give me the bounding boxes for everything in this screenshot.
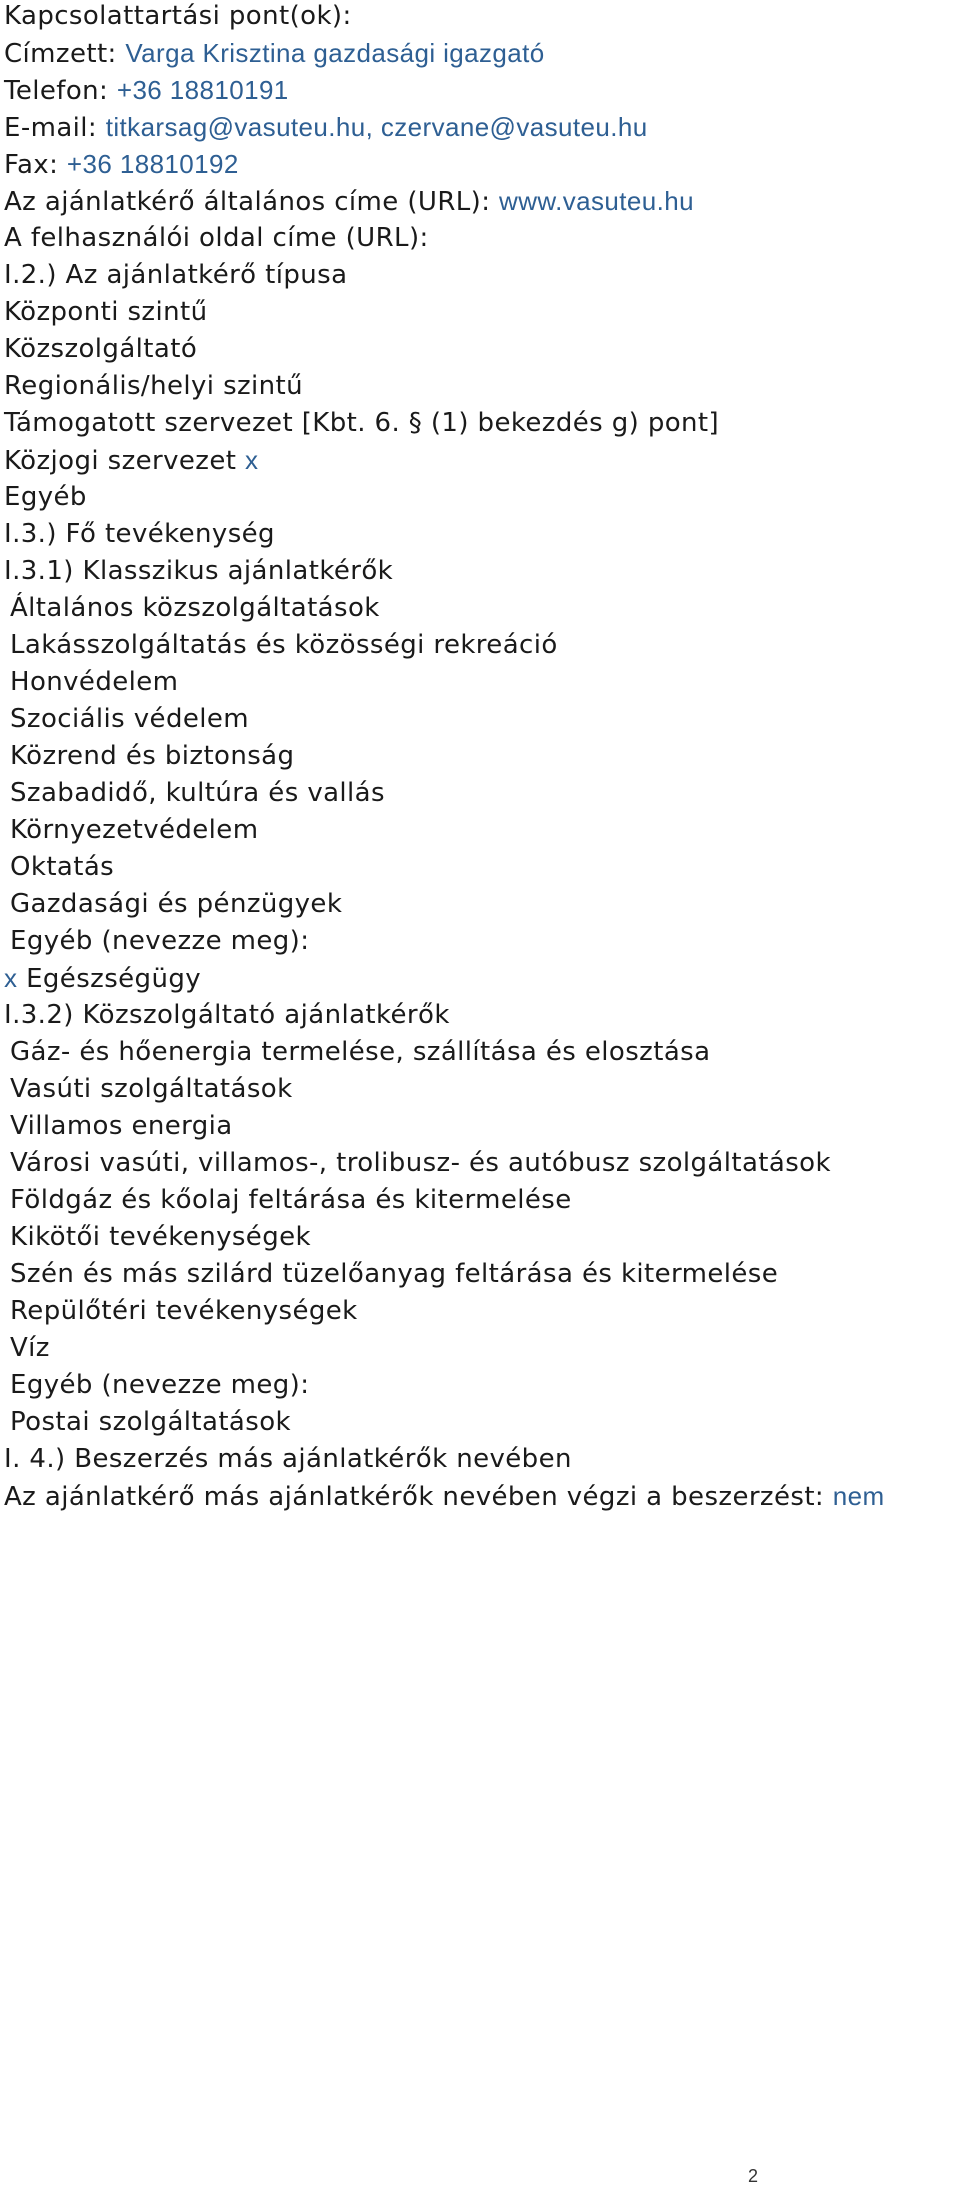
health-label: Egészségügy bbox=[26, 964, 202, 994]
classic-item: Szabadidő, kultúra és vallás bbox=[10, 778, 385, 808]
joint-procurement-line bbox=[4, 1480, 885, 1513]
recipient-line bbox=[4, 37, 545, 70]
phone-line bbox=[4, 74, 289, 107]
url-link[interactable]: www.vasuteu.hu bbox=[499, 186, 694, 216]
utility-item: Villamos energia bbox=[10, 1111, 233, 1141]
utility-item: Városi vasúti, villamos-, trolibusz- és autóbusz szolgáltatások bbox=[10, 1148, 831, 1178]
health-line bbox=[4, 962, 201, 995]
utility-item: Szén és más szilárd tüzelőanyag feltárása és kitermelése bbox=[10, 1259, 779, 1289]
fax-line bbox=[4, 148, 239, 181]
utility-item: Vasúti szolgáltatások bbox=[10, 1074, 293, 1104]
classic-item: Honvédelem bbox=[10, 667, 179, 697]
buyer-url-label: A felhasználói oldal címe (URL): bbox=[4, 223, 429, 253]
public-law-checkmark: x bbox=[245, 445, 259, 475]
utility-item: Postai szolgáltatások bbox=[10, 1407, 291, 1437]
utility-item: Kikötői tevékenységek bbox=[10, 1222, 311, 1252]
recipient-label: Címzett: bbox=[4, 39, 117, 69]
public-law-label: Közjogi szervezet bbox=[4, 446, 237, 476]
authority-type-item: Közszolgáltató bbox=[4, 334, 198, 364]
utility-item: Földgáz és kőolaj feltárása és kitermelése bbox=[10, 1185, 572, 1215]
health-checkmark: x bbox=[4, 963, 18, 993]
classic-item: Lakásszolgáltatás és közösségi rekreáció bbox=[10, 630, 558, 660]
joint-procurement-heading: I. 4.) Beszerzés más ajánlatkérők nevében bbox=[4, 1444, 572, 1474]
email-value[interactable]: titkarsag@vasuteu.hu, czervane@vasuteu.hu bbox=[105, 112, 648, 142]
fax-value: +36 18810192 bbox=[66, 149, 239, 179]
authority-type-item: Központi szintű bbox=[4, 297, 208, 327]
classic-item: Környezetvédelem bbox=[10, 815, 259, 845]
main-activity-heading: I.3.) Fő tevékenység bbox=[4, 519, 275, 549]
utility-item: Víz bbox=[10, 1333, 50, 1363]
authority-type-item: Regionális/helyi szintű bbox=[4, 371, 304, 401]
utility-authorities-heading: I.3.2) Közszolgáltató ajánlatkérők bbox=[4, 1000, 450, 1030]
utility-item: Egyéb (nevezze meg): bbox=[10, 1370, 310, 1400]
joint-procurement-label: Az ajánlatkérő más ajánlatkérők nevében végzi a beszerzést: bbox=[4, 1482, 825, 1512]
recipient-value: Varga Krisztina gazdasági igazgató bbox=[125, 38, 545, 68]
email-label: E-mail: bbox=[4, 113, 98, 143]
phone-value: +36 18810191 bbox=[116, 75, 289, 105]
authority-type-other: Egyéb bbox=[4, 482, 87, 512]
utility-item: Repülőtéri tevékenységek bbox=[10, 1296, 358, 1326]
page-number: 2 bbox=[748, 2166, 759, 2186]
url-line bbox=[4, 185, 694, 218]
email-line bbox=[4, 111, 648, 144]
classic-item: Általános közszolgáltatások bbox=[10, 593, 380, 623]
classic-item: Közrend és biztonság bbox=[10, 741, 295, 771]
authority-type-item: Támogatott szervezet [Kbt. 6. § (1) bekezdés g) pont] bbox=[4, 408, 720, 438]
public-law-line bbox=[4, 444, 258, 477]
phone-label: Telefon: bbox=[4, 76, 109, 106]
classic-item: Egyéb (nevezze meg): bbox=[10, 926, 310, 956]
classic-authorities-heading: I.3.1) Klasszikus ajánlatkérők bbox=[4, 556, 394, 586]
utility-item: Gáz- és hőenergia termelése, szállítása és elosztása bbox=[10, 1037, 711, 1067]
joint-procurement-value: nem bbox=[832, 1481, 885, 1511]
authority-type-heading: I.2.) Az ajánlatkérő típusa bbox=[4, 260, 348, 290]
classic-item: Oktatás bbox=[10, 852, 115, 882]
classic-item: Szociális védelem bbox=[10, 704, 249, 734]
url-label: Az ajánlatkérő általános címe (URL): bbox=[4, 187, 491, 217]
classic-item: Gazdasági és pénzügyek bbox=[10, 889, 343, 919]
fax-label: Fax: bbox=[4, 150, 59, 180]
contact-heading: Kapcsolattartási pont(ok): bbox=[4, 1, 352, 31]
